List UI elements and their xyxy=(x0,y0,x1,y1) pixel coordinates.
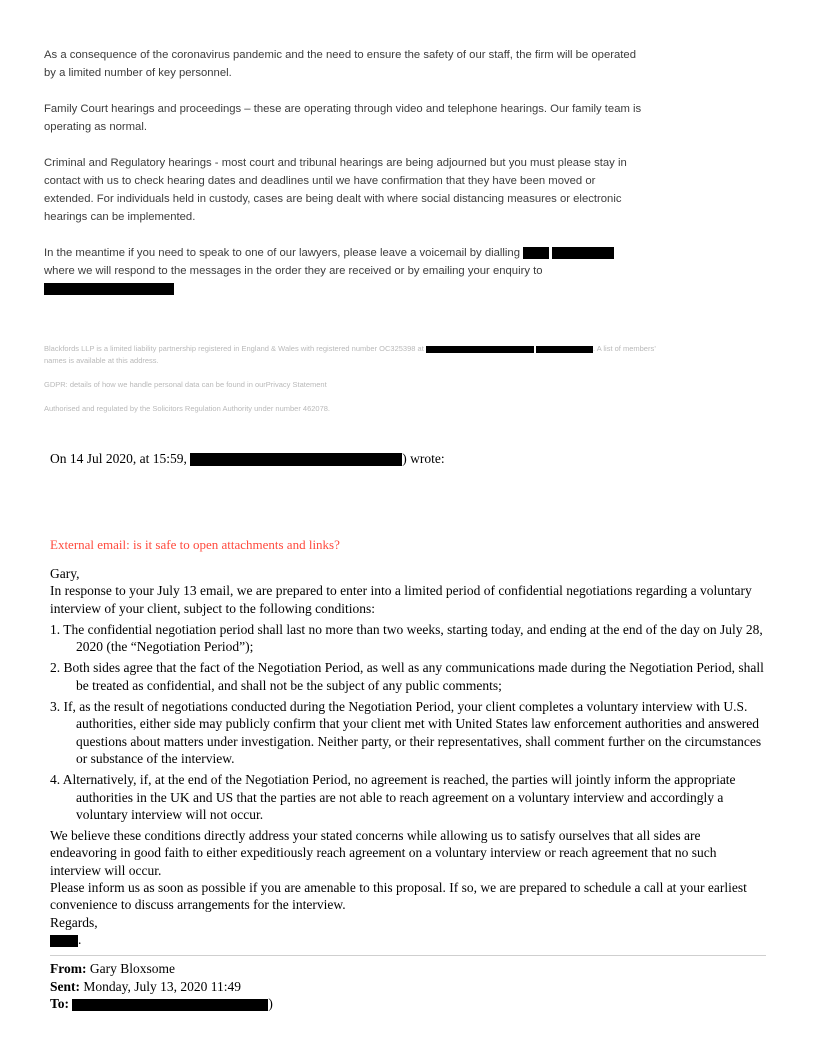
notice-paragraph-4-text-1: In the meantime if you need to speak to one of our lawyers, please leave a voicemail by dialling xyxy=(44,247,524,259)
from-value: Gary Bloxsome xyxy=(86,961,175,977)
reply-from-line xyxy=(50,960,766,977)
redacted-address-part-2 xyxy=(536,346,593,353)
disclaimer-line-2: GDPR: details of how we handle personal data can be found in ourPrivacy Statement xyxy=(44,380,327,389)
redacted-phone-part-2 xyxy=(552,247,614,259)
condition-item-1 xyxy=(50,621,766,656)
redacted-signature xyxy=(50,935,78,947)
signature-suffix: . xyxy=(78,931,82,947)
redacted-address-part-1 xyxy=(426,346,534,353)
disclaimer-line-3: Authorised and regulated by the Solicitors Regulation Authority under number 462078. xyxy=(44,404,331,413)
redacted-phone-part-1 xyxy=(523,247,549,259)
to-suffix: ) xyxy=(268,995,273,1011)
disclaimer-line-1-text-1: Blackfords LLP is a limited liability partnership registered in England & Wales with registered number OC325398 at xyxy=(44,344,426,353)
external-email-warning: External email: is it safe to open attachments and links? xyxy=(50,537,340,552)
condition-text-4: Alternatively, if, at the end of the Negotiation Period, no agreement is reached, the parties will jointly inform the appropriate authorities in the UK and US that the parties are not able to reach agreement on a voluntary interview and accordingly a voluntary interview will not occur. xyxy=(62,772,736,822)
firm-disclaimer xyxy=(44,343,664,427)
condition-text-2: Both sides agree that the fact of the Negotiation Period, as well as any communications made during the Negotiation Period, shall be treated as confidential, and shall not be the subject of any public comments; xyxy=(63,660,764,693)
sent-value: Monday, July 13, 2020 11:49 xyxy=(80,978,241,994)
to-label: To: xyxy=(50,995,70,1011)
condition-number-1: 1. xyxy=(50,621,61,637)
signature-line xyxy=(50,931,766,948)
condition-text-3: If, as the result of negotiations conducted during the Negotiation Period, your client completes a voluntary interview with U.S. authorities, either side may publicly confirm that your client met with United States law enforcement authorities and answered questions about matters under investigation. Neither party, or their representatives, shall comment further on the circumstances or substance of the interview. xyxy=(63,699,762,766)
notice-paragraph-1: As a consequence of the coronavirus pandemic and the need to ensure the safety of our staff, the firm will be operated by a limited number of key personnel. xyxy=(44,49,636,79)
redacted-recipient xyxy=(72,999,268,1011)
condition-item-4 xyxy=(50,771,766,823)
condition-number-3: 3. xyxy=(50,699,61,715)
condition-number-2: 2. xyxy=(50,660,61,676)
quote-attribution-text-2: ) wrote: xyxy=(402,451,445,466)
from-label: From: xyxy=(50,961,87,977)
redacted-email-address xyxy=(44,283,174,295)
quote-attribution xyxy=(50,451,766,467)
disclaimer-line-1 xyxy=(44,343,664,367)
notice-paragraph-2: Family Court hearings and proceedings – these are operating through video and telephone hearings. Our family team is operating as normal. xyxy=(44,103,642,133)
intro-paragraph: In response to your July 13 email, we are prepared to enter into a limited period of confidential negotiations regarding a voluntary interview of your client, subject to the following conditions: xyxy=(50,583,752,616)
covid-notice xyxy=(44,46,645,316)
sent-label: Sent: xyxy=(50,978,80,994)
reply-sent-line xyxy=(50,978,766,995)
reply-to-line xyxy=(50,995,766,1012)
divider xyxy=(50,955,766,956)
disclaimer-line-1-text-2: . A list of members’ names is available at this address. xyxy=(44,344,656,365)
quote-attribution-text-1: On 14 Jul 2020, at 15:59, xyxy=(50,451,191,466)
salutation: Gary, xyxy=(50,566,80,581)
condition-number-4: 4. xyxy=(50,772,61,788)
condition-item-3 xyxy=(50,698,766,767)
notice-paragraph-4-text-2: where we will respond to the messages in the order they are received or by emailing your enquiry to xyxy=(44,265,543,277)
closing-paragraph-1: We believe these conditions directly address your stated concerns while allowing us to satisfy ourselves that all sides are endeavoring in good faith to either expeditiously reach agreement on a voluntary interview or reach agreement that no such interview will occur. xyxy=(50,828,717,878)
notice-paragraph-4 xyxy=(44,244,645,298)
notice-paragraph-3: Criminal and Regulatory hearings - most court and tribunal hearings are being adjourned but you must please stay in contact with us to check hearing dates and deadlines until we have confirmation that they have been moved or extended. For individuals held in custody, cases are being dealt with where social distancing measures or electronic hearings can be implemented. xyxy=(44,157,627,223)
condition-item-2 xyxy=(50,659,766,694)
closing-paragraph-2: Please inform us as soon as possible if you are amenable to this proposal. If so, we are prepared to schedule a call at your earliest convenience to discuss arrangements for the interview. xyxy=(50,880,747,913)
condition-text-1: The confidential negotiation period shall last no more than two weeks, starting today, and ending at the end of the day on July 28, 2020 (the “Negotiation Period”); xyxy=(63,621,763,655)
regards: Regards, xyxy=(50,914,98,930)
letter-body xyxy=(50,565,766,1012)
redacted-sender xyxy=(190,453,402,466)
